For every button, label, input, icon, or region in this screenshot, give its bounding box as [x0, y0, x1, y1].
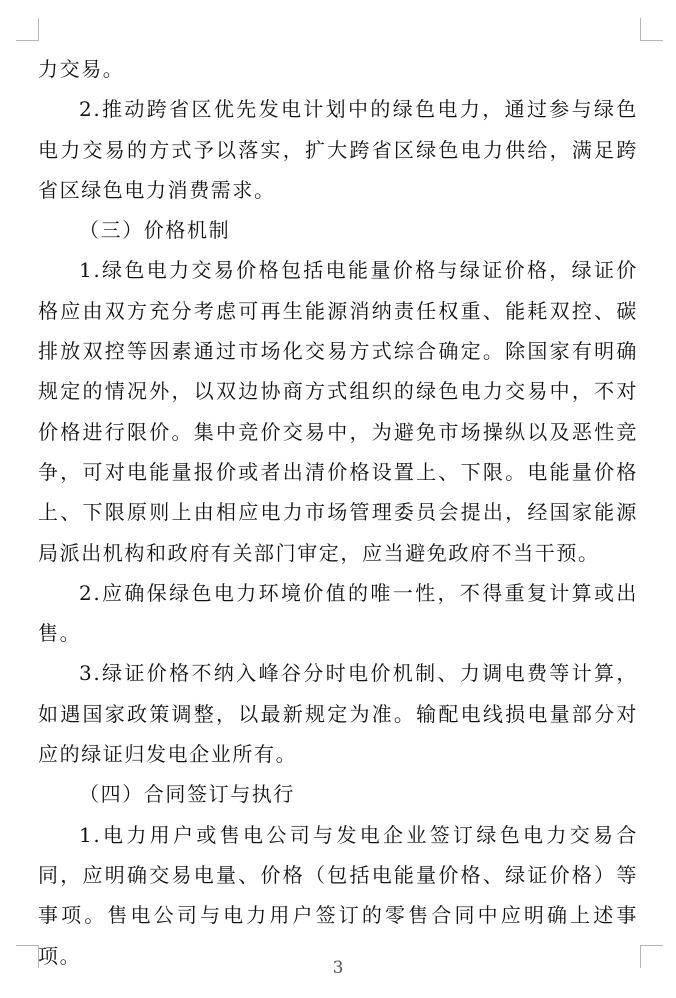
paragraph: 2.应确保绿色电力环境价值的唯一性，不得重复计算或出售。: [38, 580, 638, 646]
section-heading: （三）价格机制: [79, 218, 231, 243]
paragraph-continuation: 力交易。: [38, 57, 125, 81]
paragraph: 2.推动跨省区优先发电计划中的绿色电力，通过参与绿色电力交易的方式予以落实，扩大跨省区绿色电力供给，满足跨省区绿色电力消费需求。: [38, 97, 638, 202]
page-number: 3: [332, 958, 344, 978]
crop-mark-top-right: [640, 18, 663, 41]
paragraph: 1.绿色电力交易价格包括电能量价格与绿证价格，绿证价格应由双方充分考虑可再生能源消纳责任权重、能耗双控、碳排放双控等因素通过市场化交易方式综合确定。除国家有明确规定的情况外，以双边协商方式组织的绿色电力交易中，不对价格进行限价。集中竞价交易中，为避免市场操纵以及恶性竞争，可对电能量报价或者出清价格设置上、下限。电能量价格上、下限原则上由相应电力市场管理委员会提出，经国家能源局派出机构和政府有关部门审定，应当避免政府不当干预。: [38, 258, 638, 565]
section-heading: （四）合同签订与执行: [79, 782, 295, 807]
document-body: [38, 49, 638, 976]
crop-mark-top-left: [16, 18, 39, 41]
paragraph: 3.绿证价格不纳入峰谷分时电价机制、力调电费等计算，如遇国家政策调整，以最新规定为准。输配电线损电量部分对应的绿证归发电企业所有。: [38, 661, 638, 767]
paragraph: 1.电力用户或售电公司与发电企业签订绿色电力交易合同，应明确交易电量、价格（包括电能量价格、绿证价格）等事项。售电公司与电力用户签订的零售合同中应明确上述事项。: [38, 822, 638, 968]
